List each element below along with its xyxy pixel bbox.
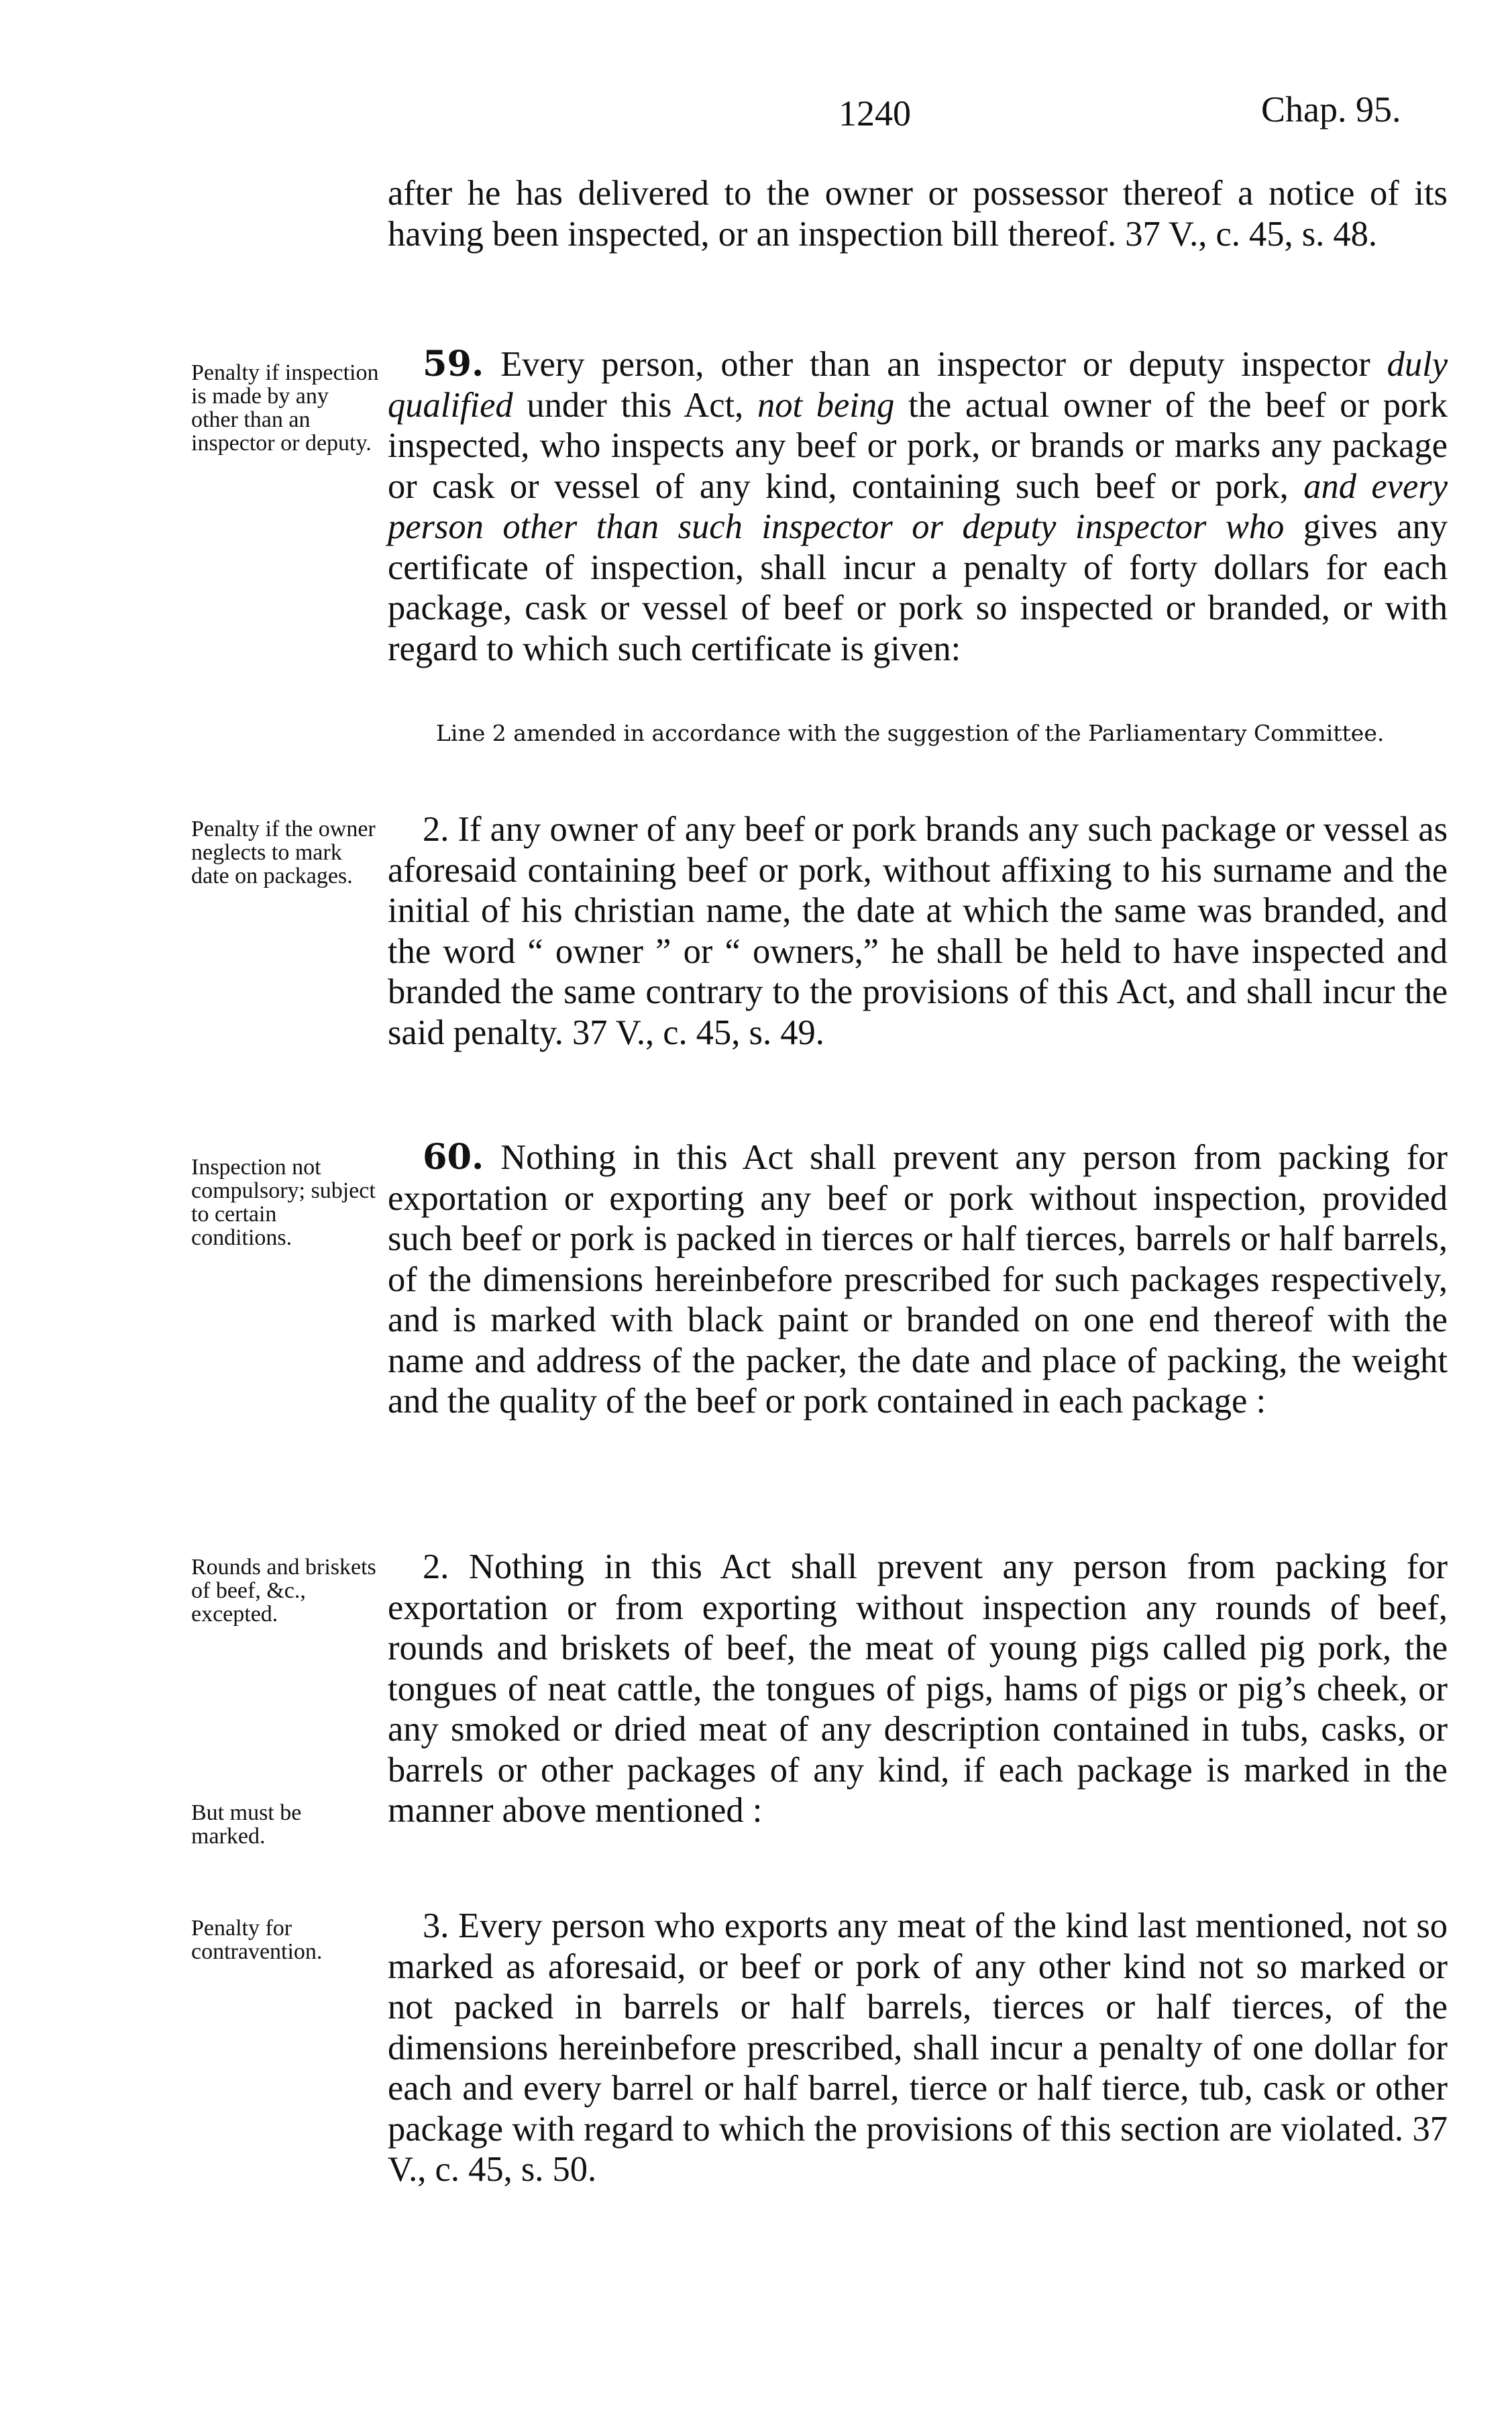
subsection-paragraph: 3. Every person who exports any meat of the kind last mentioned, not so marked as aforesaid, or beef or pork of any other kind not so marked or not packed in barrels or half barrels, tierces or half tierces, of the dimensions hereinbefore prescribed, shall incur a penalty of one dollar for each and every barrel or half barrel, tierce or half tierce, tub, cask or other package with regard to which the provisions of this section are violated. 37 V., c. 45, s. 50. (388, 1906, 1448, 2189)
paragraph-continuation (388, 173, 1448, 254)
text-run: gives any certificate of inspection, shall incur a penalty of forty dollars for each package, cask or vessel of beef or pork so inspected or branded, or with regard to which such certificate is given: (388, 507, 1448, 668)
margin-note-section-60: Inspection not compulsory; subject to certain conditions. (191, 1155, 376, 1250)
section-60 (388, 1137, 1448, 1422)
margin-note-section-60-3: Penalty for contravention. (191, 1916, 323, 1964)
section-59 (388, 344, 1448, 669)
section-60-subsection-2 (388, 1547, 1448, 1831)
margin-note-section-59: Penalty if inspection is made by any other than an inspector or deputy. (191, 360, 379, 456)
section-number: 60. (423, 1137, 484, 1178)
chapter-heading: Chap. 95. (1261, 89, 1401, 130)
italic-text: not being (757, 385, 895, 425)
subsection-paragraph: 2. Nothing in this Act shall prevent any person from packing for exportation or from exporting without inspection any rounds of beef, rounds and briskets of beef, the meat of young pigs called pig pork, the tongues of neat cattle, the tongues of pigs, hams of pigs or pig’s cheek, or any smoked or dried meat of any description contained in tubs, casks, or barrels or other packages of any kind, if each package is marked in the manner above mentioned : (388, 1547, 1448, 1830)
text-run: Nothing in this Act shall prevent any person from packing for exportation or exporting any beef or pork without inspection, provided such beef or pork is packed in tierces or half tierces, barrels or half barrels, of the dimensions hereinbefore prescribed for such packages respectively, and is marked with black paint or branded on one end thereof with the name and address of the packer, the date and place of packing, the weight and the quality of the beef or pork contained in each package : (388, 1138, 1448, 1421)
paragraph-text: after he has delivered to the owner or possessor thereof a notice of its having been inspected, or an inspection bill thereof. 37 V., c. 45, s. 48. (388, 174, 1448, 254)
page-number: 1240 (839, 93, 911, 134)
margin-note-but-must-be-marked: But must be marked. (191, 1800, 302, 1849)
italic-text: and every person other than such inspector or deputy inspector who (388, 466, 1448, 546)
text-run: Every person, other than an inspector or deputy inspector (484, 345, 1387, 384)
section-59-subsection-2 (388, 809, 1448, 1053)
margin-note-section-60-2: Rounds and briskets of beef, &c., excepted. (191, 1555, 376, 1627)
subsection-paragraph: 2. If any owner of any beef or pork brands any such package or vessel as aforesaid containing beef or pork, without affixing to his surname and the initial of his christian name, the date at which the same was branded, and the word “ owner ” or “ owners,” he shall be held to have inspected and branded the same contrary to the provisions of this Act, and shall incur the said penalty. 37 V., c. 45, s. 49. (388, 810, 1448, 1052)
italic-text: duly qualified (388, 345, 1448, 425)
text-run: under this Act, (512, 385, 757, 425)
section-number: 59. (423, 344, 484, 384)
amendment-note: Line 2 amended in accordance with the suggestion of the Parliamentary Committee. (436, 720, 1385, 746)
section-60-paragraph (388, 1137, 1448, 1422)
text-run: the actual owner of the beef or pork inspected, who inspects any beef or pork, or brands or marks any package or cask or vessel of any kind, containing such beef or pork, (388, 385, 1448, 506)
section-59-paragraph (388, 344, 1448, 669)
section-60-subsection-3 (388, 1906, 1448, 2190)
margin-note-section-59-2: Penalty if the owner neglects to mark date on packages. (191, 817, 376, 888)
